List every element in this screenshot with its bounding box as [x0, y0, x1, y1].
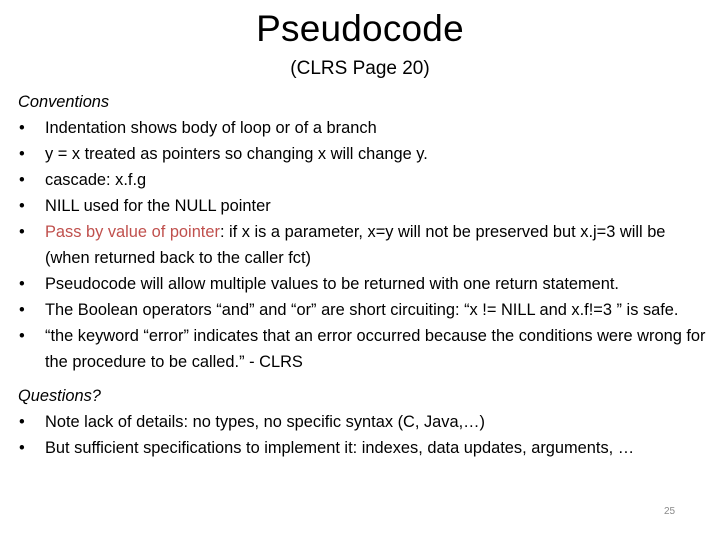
- pass-by-value-highlight: Pass by value of pointer: [45, 223, 220, 241]
- bullet-icon: •: [19, 171, 25, 189]
- bullet-icon: •: [19, 413, 25, 431]
- slide-body: [18, 89, 714, 461]
- list-item: [18, 435, 714, 461]
- list-item-text: NILL used for the NULL pointer: [45, 197, 271, 215]
- conventions-list: [18, 115, 714, 375]
- list-item: [18, 219, 714, 271]
- bullet-icon: •: [19, 439, 25, 457]
- bullet-icon: •: [19, 301, 25, 319]
- list-item: [18, 115, 714, 141]
- bullet-icon: •: [19, 197, 25, 215]
- list-item: [18, 193, 714, 219]
- bullet-icon: •: [19, 119, 25, 137]
- list-item-text: Pseudocode will allow multiple values to be returned with one return statement.: [45, 275, 619, 293]
- questions-heading: Questions?: [18, 387, 101, 405]
- list-item-text: The Boolean operators “and” and “or” are short circuiting: “x != NILL and x.f!=3 ” is safe.: [45, 301, 679, 319]
- list-item: [18, 409, 714, 435]
- bullet-icon: •: [19, 223, 25, 241]
- list-item-text: But sufficient specifications to implement it: indexes, data updates, arguments, …: [45, 439, 635, 457]
- list-item: [18, 141, 714, 167]
- list-item: [18, 167, 714, 193]
- slide-subtitle: (CLRS Page 20): [290, 58, 430, 79]
- list-item-text: Note lack of details: no types, no specific syntax (C, Java,…): [45, 413, 486, 431]
- bullet-icon: •: [19, 145, 25, 163]
- list-item-text: “the keyword “error” indicates that an error occurred because the conditions were wrong for the procedure to be called.” - CLRS: [45, 327, 706, 371]
- slide-title: Pseudocode: [256, 8, 464, 49]
- bullet-icon: •: [19, 327, 25, 345]
- page-number: 25: [664, 506, 676, 517]
- list-item-text: cascade: x.f.g: [45, 171, 147, 189]
- conventions-heading: Conventions: [18, 93, 110, 111]
- list-item-text: Indentation shows body of loop or of a branch: [45, 119, 377, 137]
- bullet-icon: •: [19, 275, 25, 293]
- section-spacer: [18, 375, 714, 383]
- questions-list: [18, 409, 714, 461]
- list-item: [18, 323, 714, 375]
- list-item-text: : if x is a parameter, x=y will not be preserved but x.j=3 will be (when returned back to the caller fct): [45, 223, 666, 267]
- list-item: [18, 271, 714, 297]
- list-item: [18, 297, 714, 323]
- list-item-text: y = x treated as pointers so changing x will change y.: [45, 145, 428, 163]
